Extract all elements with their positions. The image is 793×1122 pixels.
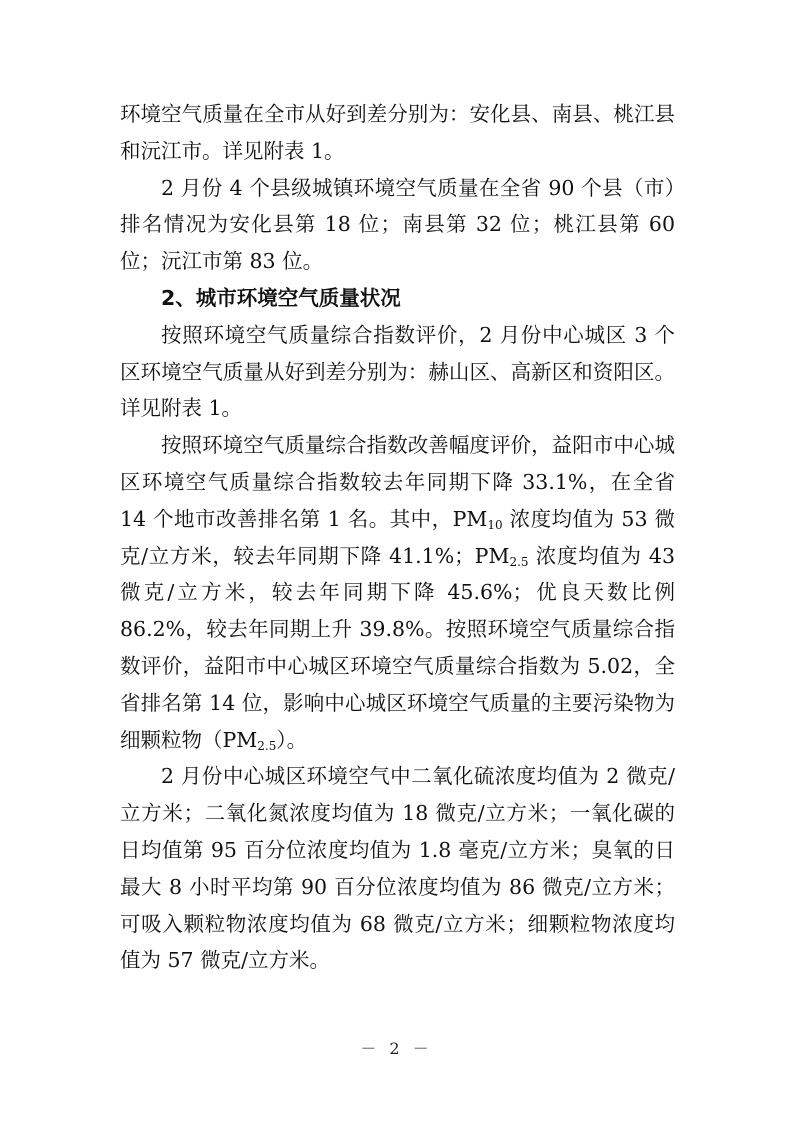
text-segment: 浓度均值为 53 微克/立方米，较去年同期下降 41.1%；PM [120, 506, 675, 568]
paragraph-district-ranking: 按照环境空气质量综合指数评价，2 月份中心城区 3 个区环境空气质量从好到差分别为：赫山区、高新区和资阳区。详见附表 1。 [120, 322, 675, 421]
paragraph-improvement [120, 427, 675, 758]
text-segment: ）。 [276, 727, 308, 752]
subscript-pm10: 10 [487, 517, 503, 532]
paragraph-county-ranking-cont: 环境空气质量在全市从好到差分别为：安化县、南县、桃江县和沅江市。详见附表 1。 [120, 102, 675, 163]
section-heading-city-air-quality: 2、城市环境空气质量状况 [161, 285, 401, 310]
subscript-pm25: 2.5 [509, 554, 529, 569]
subscript-pm25: 2.5 [257, 738, 277, 753]
text-segment: 按照环境空气质量综合指数改善幅度评价，益阳市中心城区环境空气质量综合指数较去年同期下降 33.1%，在全省 14 个地市改善排名第 1 名。其中，PM [120, 433, 675, 531]
paragraph-pollutant-concentrations: 2 月份中心城区环境空气中二氧化硫浓度均值为 2 微克/立方米；二氧化氮浓度均值为 18 微克/立方米；一氧化碳的日均值第 95 百分位浓度均值为 1.8 毫克/立方米；臭氧的日最大 8 小时平均第 90 百分位浓度均值为 86 微克/立方米；可吸入颗粒物浓度均值为 68 微克/立方米；细颗粒物浓度均值为 57 微克/立方米。 [120, 764, 675, 973]
document-body [120, 96, 675, 979]
paragraph-county-province-ranking: 2 月份 4 个县级城镇环境空气质量在全省 90 个县（市）排名情况为安化县第 18 位；南县第 32 位；桃江县第 60 位；沅江市第 83 位。 [120, 175, 675, 274]
text-segment: 浓度均值为 43 微克/立方米，较去年同期下降 45.6%；优良天数比例 86.2%，较去年同期上升 39.8%。按照环境空气质量综合指数评价，益阳市中心城区环境空气质量综合指数为 5.02，全省排名第 14 位，影响中心城区环境空气质量的主要污染物为细颗粒物（PM [120, 543, 675, 752]
page-number: － 2 － [360, 1039, 433, 1058]
